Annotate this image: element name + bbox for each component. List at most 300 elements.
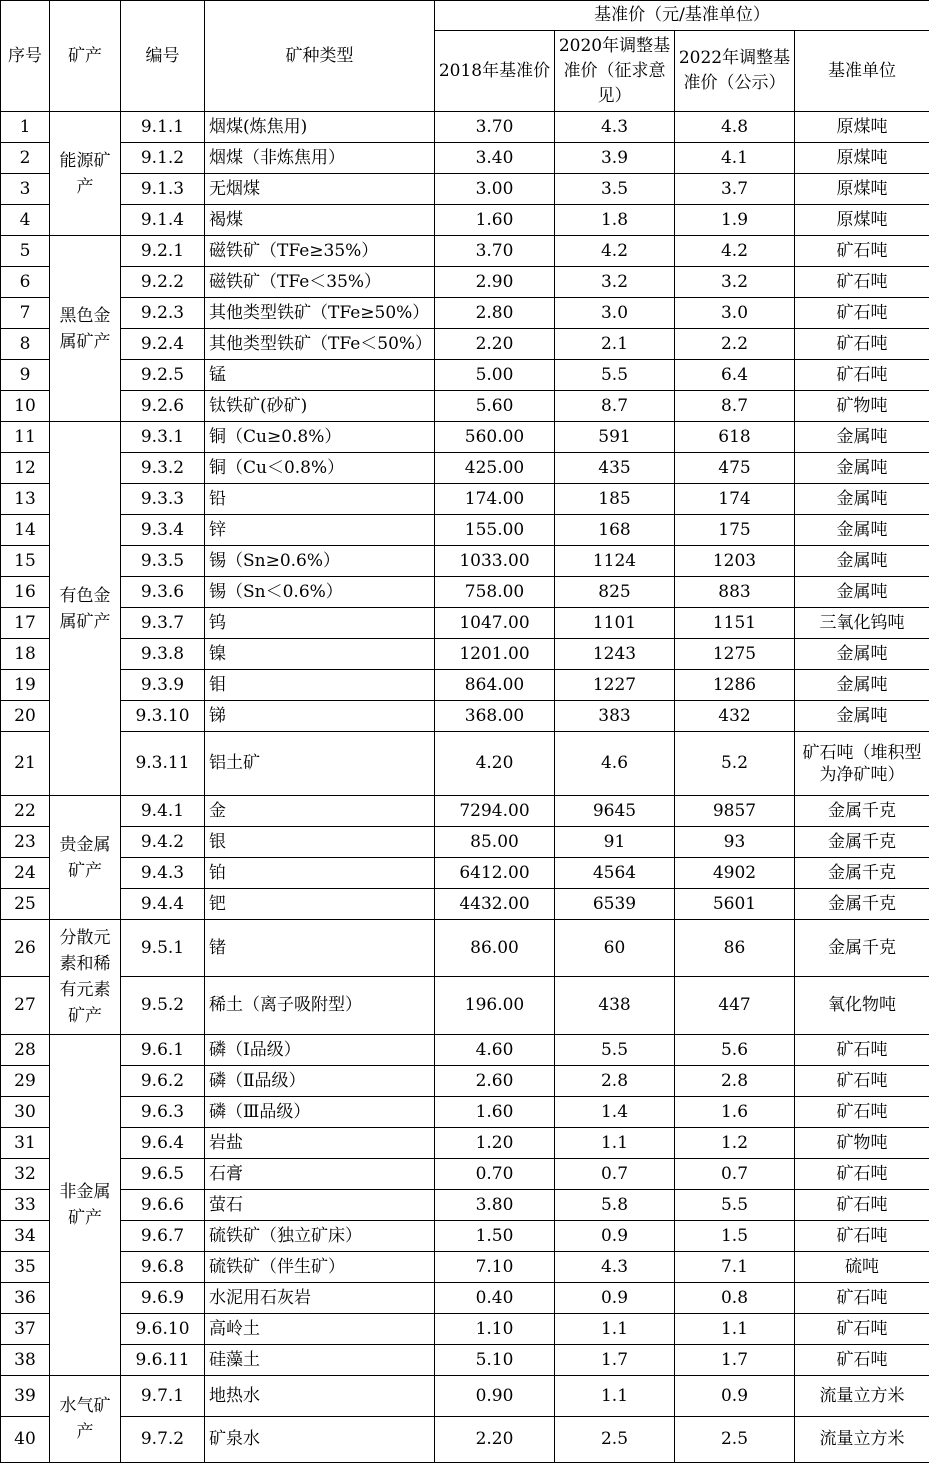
cell-unit: 金属千克 bbox=[795, 889, 929, 920]
cell-price-2022: 175 bbox=[675, 515, 795, 546]
cell-price-2020: 3.2 bbox=[555, 267, 675, 298]
cell-type: 水泥用石灰岩 bbox=[205, 1283, 435, 1314]
table-row bbox=[1, 1345, 929, 1376]
cell-code: 9.2.2 bbox=[121, 267, 205, 298]
cell-category: 贵金属矿产 bbox=[50, 796, 121, 920]
cell-price-2020: 3.5 bbox=[555, 174, 675, 205]
cell-code: 9.3.11 bbox=[121, 732, 205, 796]
cell-type: 金 bbox=[205, 796, 435, 827]
cell-unit: 原煤吨 bbox=[795, 112, 929, 143]
cell-price-2022: 1286 bbox=[675, 670, 795, 701]
cell-unit: 矿石吨 bbox=[795, 1035, 929, 1066]
header-price-2022: 2022年调整基准价（公示） bbox=[675, 31, 795, 112]
header-type: 矿种类型 bbox=[205, 1, 435, 112]
table-row bbox=[1, 1417, 929, 1463]
cell-unit: 矿石吨 bbox=[795, 298, 929, 329]
cell-price-2018: 5.60 bbox=[435, 391, 555, 422]
cell-price-2022: 93 bbox=[675, 827, 795, 858]
table-row bbox=[1, 112, 929, 143]
cell-type: 其他类型铁矿（TFe＜50%） bbox=[205, 329, 435, 360]
cell-type: 锗 bbox=[205, 920, 435, 977]
cell-seq: 16 bbox=[1, 577, 50, 608]
cell-unit: 矿石吨 bbox=[795, 267, 929, 298]
cell-price-2018: 0.70 bbox=[435, 1159, 555, 1190]
cell-code: 9.4.2 bbox=[121, 827, 205, 858]
cell-type: 磷（Ⅰ品级） bbox=[205, 1035, 435, 1066]
cell-price-2020: 1.1 bbox=[555, 1128, 675, 1159]
cell-price-2018: 1201.00 bbox=[435, 639, 555, 670]
cell-price-2020: 383 bbox=[555, 701, 675, 732]
cell-seq: 32 bbox=[1, 1159, 50, 1190]
cell-price-2018: 2.60 bbox=[435, 1066, 555, 1097]
cell-unit: 矿石吨 bbox=[795, 1345, 929, 1376]
cell-type: 钼 bbox=[205, 670, 435, 701]
cell-price-2022: 1275 bbox=[675, 639, 795, 670]
cell-price-2018: 196.00 bbox=[435, 977, 555, 1035]
cell-seq: 37 bbox=[1, 1314, 50, 1345]
cell-price-2018: 2.90 bbox=[435, 267, 555, 298]
cell-type: 岩盐 bbox=[205, 1128, 435, 1159]
cell-price-2018: 7.10 bbox=[435, 1252, 555, 1283]
cell-type: 磷（Ⅲ品级） bbox=[205, 1097, 435, 1128]
cell-price-2018: 3.80 bbox=[435, 1190, 555, 1221]
cell-code: 9.3.3 bbox=[121, 484, 205, 515]
cell-code: 9.7.1 bbox=[121, 1376, 205, 1417]
cell-seq: 36 bbox=[1, 1283, 50, 1314]
cell-price-2022: 1.1 bbox=[675, 1314, 795, 1345]
cell-price-2022: 475 bbox=[675, 453, 795, 484]
cell-price-2018: 6412.00 bbox=[435, 858, 555, 889]
cell-code: 9.3.10 bbox=[121, 701, 205, 732]
cell-price-2022: 2.2 bbox=[675, 329, 795, 360]
cell-code: 9.6.2 bbox=[121, 1066, 205, 1097]
table-row bbox=[1, 977, 929, 1035]
cell-price-2020: 1124 bbox=[555, 546, 675, 577]
cell-code: 9.4.4 bbox=[121, 889, 205, 920]
cell-price-2018: 2.20 bbox=[435, 329, 555, 360]
cell-category: 分散元素和稀有元素矿产 bbox=[50, 920, 121, 1035]
cell-seq: 15 bbox=[1, 546, 50, 577]
header-price-2018: 2018年基准价 bbox=[435, 31, 555, 112]
cell-unit: 矿石吨（堆积型为净矿吨） bbox=[795, 732, 929, 796]
cell-unit: 金属吨 bbox=[795, 639, 929, 670]
cell-price-2022: 5.5 bbox=[675, 1190, 795, 1221]
cell-seq: 11 bbox=[1, 422, 50, 453]
cell-seq: 14 bbox=[1, 515, 50, 546]
cell-price-2020: 4.2 bbox=[555, 236, 675, 267]
cell-price-2020: 6539 bbox=[555, 889, 675, 920]
cell-price-2022: 432 bbox=[675, 701, 795, 732]
cell-code: 9.1.1 bbox=[121, 112, 205, 143]
cell-type: 硫铁矿（独立矿床） bbox=[205, 1221, 435, 1252]
cell-unit: 矿物吨 bbox=[795, 391, 929, 422]
cell-code: 9.3.6 bbox=[121, 577, 205, 608]
header-unit: 基准单位 bbox=[795, 31, 929, 112]
cell-price-2020: 1.1 bbox=[555, 1376, 675, 1417]
cell-seq: 2 bbox=[1, 143, 50, 174]
cell-price-2018: 1047.00 bbox=[435, 608, 555, 639]
cell-unit: 金属吨 bbox=[795, 484, 929, 515]
cell-price-2020: 438 bbox=[555, 977, 675, 1035]
cell-seq: 21 bbox=[1, 732, 50, 796]
cell-price-2020: 2.8 bbox=[555, 1066, 675, 1097]
cell-price-2022: 883 bbox=[675, 577, 795, 608]
cell-type: 高岭土 bbox=[205, 1314, 435, 1345]
cell-price-2022: 2.8 bbox=[675, 1066, 795, 1097]
cell-price-2022: 7.1 bbox=[675, 1252, 795, 1283]
cell-type: 磁铁矿（TFe＜35%） bbox=[205, 267, 435, 298]
cell-price-2018: 1.60 bbox=[435, 205, 555, 236]
cell-type: 硅藻土 bbox=[205, 1345, 435, 1376]
cell-code: 9.4.3 bbox=[121, 858, 205, 889]
table-row bbox=[1, 484, 929, 515]
cell-price-2018: 560.00 bbox=[435, 422, 555, 453]
table-row bbox=[1, 143, 929, 174]
cell-unit: 矿石吨 bbox=[795, 1314, 929, 1345]
cell-unit: 矿石吨 bbox=[795, 1190, 929, 1221]
table-row bbox=[1, 796, 929, 827]
cell-seq: 40 bbox=[1, 1417, 50, 1463]
cell-price-2020: 0.9 bbox=[555, 1283, 675, 1314]
table-row bbox=[1, 1314, 929, 1345]
cell-unit: 矿石吨 bbox=[795, 1066, 929, 1097]
cell-seq: 31 bbox=[1, 1128, 50, 1159]
cell-price-2020: 2.1 bbox=[555, 329, 675, 360]
table-row bbox=[1, 1221, 929, 1252]
cell-price-2020: 0.7 bbox=[555, 1159, 675, 1190]
cell-unit: 原煤吨 bbox=[795, 174, 929, 205]
cell-price-2022: 174 bbox=[675, 484, 795, 515]
table-row bbox=[1, 1159, 929, 1190]
table-row bbox=[1, 1066, 929, 1097]
cell-code: 9.6.3 bbox=[121, 1097, 205, 1128]
table-row bbox=[1, 608, 929, 639]
cell-type: 烟煤（非炼焦用） bbox=[205, 143, 435, 174]
cell-code: 9.3.2 bbox=[121, 453, 205, 484]
cell-price-2020: 1101 bbox=[555, 608, 675, 639]
cell-seq: 3 bbox=[1, 174, 50, 205]
cell-price-2020: 3.9 bbox=[555, 143, 675, 174]
cell-code: 9.2.5 bbox=[121, 360, 205, 391]
cell-price-2018: 0.40 bbox=[435, 1283, 555, 1314]
cell-category: 能源矿产 bbox=[50, 112, 121, 236]
cell-price-2022: 5.2 bbox=[675, 732, 795, 796]
cell-type: 石膏 bbox=[205, 1159, 435, 1190]
table-row bbox=[1, 858, 929, 889]
cell-unit: 矿石吨 bbox=[795, 360, 929, 391]
table-row bbox=[1, 546, 929, 577]
cell-unit: 金属吨 bbox=[795, 701, 929, 732]
table-row bbox=[1, 236, 929, 267]
cell-unit: 原煤吨 bbox=[795, 205, 929, 236]
header-price-2020: 2020年调整基准价（征求意见） bbox=[555, 31, 675, 112]
cell-price-2022: 3.0 bbox=[675, 298, 795, 329]
cell-price-2018: 1.20 bbox=[435, 1128, 555, 1159]
cell-price-2020: 1.1 bbox=[555, 1314, 675, 1345]
table-row bbox=[1, 391, 929, 422]
cell-price-2018: 1.60 bbox=[435, 1097, 555, 1128]
cell-price-2020: 435 bbox=[555, 453, 675, 484]
cell-price-2020: 185 bbox=[555, 484, 675, 515]
cell-seq: 34 bbox=[1, 1221, 50, 1252]
table-row bbox=[1, 1283, 929, 1314]
cell-price-2020: 1.8 bbox=[555, 205, 675, 236]
cell-price-2018: 4432.00 bbox=[435, 889, 555, 920]
cell-unit: 矿石吨 bbox=[795, 1159, 929, 1190]
cell-price-2018: 3.00 bbox=[435, 174, 555, 205]
cell-type: 其他类型铁矿（TFe≥50%） bbox=[205, 298, 435, 329]
cell-price-2020: 5.5 bbox=[555, 360, 675, 391]
cell-seq: 1 bbox=[1, 112, 50, 143]
cell-type: 褐煤 bbox=[205, 205, 435, 236]
cell-unit: 硫吨 bbox=[795, 1252, 929, 1283]
table-row bbox=[1, 1190, 929, 1221]
cell-type: 银 bbox=[205, 827, 435, 858]
cell-price-2022: 1151 bbox=[675, 608, 795, 639]
cell-price-2020: 2.5 bbox=[555, 1417, 675, 1463]
cell-unit: 金属吨 bbox=[795, 453, 929, 484]
cell-seq: 8 bbox=[1, 329, 50, 360]
cell-unit: 矿石吨 bbox=[795, 236, 929, 267]
cell-category: 非金属矿产 bbox=[50, 1035, 121, 1376]
cell-type: 萤石 bbox=[205, 1190, 435, 1221]
cell-price-2018: 1033.00 bbox=[435, 546, 555, 577]
table-row bbox=[1, 1035, 929, 1066]
cell-type: 锌 bbox=[205, 515, 435, 546]
cell-type: 铜（Cu≥0.8%） bbox=[205, 422, 435, 453]
cell-unit: 金属千克 bbox=[795, 827, 929, 858]
cell-seq: 27 bbox=[1, 977, 50, 1035]
cell-price-2022: 0.8 bbox=[675, 1283, 795, 1314]
cell-price-2022: 3.2 bbox=[675, 267, 795, 298]
cell-code: 9.5.2 bbox=[121, 977, 205, 1035]
cell-code: 9.3.9 bbox=[121, 670, 205, 701]
table-row bbox=[1, 670, 929, 701]
cell-price-2022: 618 bbox=[675, 422, 795, 453]
cell-code: 9.6.6 bbox=[121, 1190, 205, 1221]
cell-price-2018: 1.10 bbox=[435, 1314, 555, 1345]
cell-type: 稀土（离子吸附型） bbox=[205, 977, 435, 1035]
cell-code: 9.6.4 bbox=[121, 1128, 205, 1159]
cell-code: 9.6.7 bbox=[121, 1221, 205, 1252]
cell-unit: 流量立方米 bbox=[795, 1376, 929, 1417]
cell-price-2022: 447 bbox=[675, 977, 795, 1035]
cell-seq: 39 bbox=[1, 1376, 50, 1417]
cell-code: 9.6.1 bbox=[121, 1035, 205, 1066]
cell-price-2020: 5.5 bbox=[555, 1035, 675, 1066]
header-category: 矿产 bbox=[50, 1, 121, 112]
cell-price-2022: 0.9 bbox=[675, 1376, 795, 1417]
cell-price-2018: 4.20 bbox=[435, 732, 555, 796]
cell-price-2020: 91 bbox=[555, 827, 675, 858]
cell-price-2020: 9645 bbox=[555, 796, 675, 827]
cell-price-2018: 758.00 bbox=[435, 577, 555, 608]
cell-type: 铝土矿 bbox=[205, 732, 435, 796]
cell-category: 有色金属矿产 bbox=[50, 422, 121, 796]
cell-seq: 38 bbox=[1, 1345, 50, 1376]
cell-code: 9.3.7 bbox=[121, 608, 205, 639]
cell-type: 镍 bbox=[205, 639, 435, 670]
cell-type: 锰 bbox=[205, 360, 435, 391]
cell-price-2022: 8.7 bbox=[675, 391, 795, 422]
cell-seq: 6 bbox=[1, 267, 50, 298]
table-body bbox=[1, 112, 929, 1463]
cell-seq: 19 bbox=[1, 670, 50, 701]
cell-price-2018: 85.00 bbox=[435, 827, 555, 858]
cell-price-2018: 4.60 bbox=[435, 1035, 555, 1066]
cell-type: 磁铁矿（TFe≥35%） bbox=[205, 236, 435, 267]
cell-price-2022: 4902 bbox=[675, 858, 795, 889]
cell-price-2018: 864.00 bbox=[435, 670, 555, 701]
cell-code: 9.3.5 bbox=[121, 546, 205, 577]
cell-seq: 17 bbox=[1, 608, 50, 639]
cell-price-2020: 4.3 bbox=[555, 1252, 675, 1283]
cell-code: 9.6.5 bbox=[121, 1159, 205, 1190]
cell-price-2022: 1203 bbox=[675, 546, 795, 577]
cell-price-2020: 1.7 bbox=[555, 1345, 675, 1376]
cell-price-2020: 3.0 bbox=[555, 298, 675, 329]
cell-code: 9.6.9 bbox=[121, 1283, 205, 1314]
cell-seq: 7 bbox=[1, 298, 50, 329]
cell-type: 锑 bbox=[205, 701, 435, 732]
cell-price-2022: 1.9 bbox=[675, 205, 795, 236]
cell-unit: 矿石吨 bbox=[795, 1221, 929, 1252]
cell-price-2022: 4.2 bbox=[675, 236, 795, 267]
cell-seq: 33 bbox=[1, 1190, 50, 1221]
cell-price-2022: 1.6 bbox=[675, 1097, 795, 1128]
header-code: 编号 bbox=[121, 1, 205, 112]
cell-price-2020: 0.9 bbox=[555, 1221, 675, 1252]
cell-type: 硫铁矿（伴生矿） bbox=[205, 1252, 435, 1283]
table-row bbox=[1, 920, 929, 977]
cell-code: 9.3.4 bbox=[121, 515, 205, 546]
cell-code: 9.4.1 bbox=[121, 796, 205, 827]
table-row bbox=[1, 205, 929, 236]
cell-price-2022: 3.7 bbox=[675, 174, 795, 205]
cell-code: 9.1.2 bbox=[121, 143, 205, 174]
cell-price-2018: 86.00 bbox=[435, 920, 555, 977]
cell-code: 9.1.3 bbox=[121, 174, 205, 205]
cell-price-2022: 6.4 bbox=[675, 360, 795, 391]
table-row bbox=[1, 639, 929, 670]
cell-price-2022: 0.7 bbox=[675, 1159, 795, 1190]
table-row bbox=[1, 174, 929, 205]
cell-price-2022: 5.6 bbox=[675, 1035, 795, 1066]
cell-price-2020: 1.4 bbox=[555, 1097, 675, 1128]
cell-category: 水气矿产 bbox=[50, 1376, 121, 1463]
cell-price-2020: 1243 bbox=[555, 639, 675, 670]
cell-unit: 金属吨 bbox=[795, 546, 929, 577]
cell-price-2018: 5.00 bbox=[435, 360, 555, 391]
cell-unit: 原煤吨 bbox=[795, 143, 929, 174]
cell-price-2022: 9857 bbox=[675, 796, 795, 827]
cell-seq: 25 bbox=[1, 889, 50, 920]
cell-unit: 金属吨 bbox=[795, 515, 929, 546]
cell-price-2022: 5601 bbox=[675, 889, 795, 920]
cell-price-2020: 60 bbox=[555, 920, 675, 977]
cell-code: 9.2.3 bbox=[121, 298, 205, 329]
cell-seq: 12 bbox=[1, 453, 50, 484]
cell-type: 钨 bbox=[205, 608, 435, 639]
cell-price-2020: 4564 bbox=[555, 858, 675, 889]
cell-code: 9.3.8 bbox=[121, 639, 205, 670]
table-row bbox=[1, 329, 929, 360]
cell-seq: 22 bbox=[1, 796, 50, 827]
cell-type: 磷（Ⅱ品级） bbox=[205, 1066, 435, 1097]
cell-unit: 金属吨 bbox=[795, 577, 929, 608]
cell-type: 钯 bbox=[205, 889, 435, 920]
cell-code: 9.2.6 bbox=[121, 391, 205, 422]
cell-price-2018: 3.70 bbox=[435, 112, 555, 143]
table-row bbox=[1, 422, 929, 453]
table-row bbox=[1, 453, 929, 484]
header-seq: 序号 bbox=[1, 1, 50, 112]
cell-type: 矿泉水 bbox=[205, 1417, 435, 1463]
cell-category: 黑色金属矿产 bbox=[50, 236, 121, 422]
table-row bbox=[1, 1376, 929, 1417]
cell-seq: 24 bbox=[1, 858, 50, 889]
cell-seq: 30 bbox=[1, 1097, 50, 1128]
cell-seq: 9 bbox=[1, 360, 50, 391]
cell-price-2018: 174.00 bbox=[435, 484, 555, 515]
cell-price-2018: 155.00 bbox=[435, 515, 555, 546]
cell-unit: 金属吨 bbox=[795, 422, 929, 453]
cell-seq: 29 bbox=[1, 1066, 50, 1097]
cell-price-2022: 86 bbox=[675, 920, 795, 977]
cell-type: 铂 bbox=[205, 858, 435, 889]
cell-unit: 矿物吨 bbox=[795, 1128, 929, 1159]
cell-price-2018: 5.10 bbox=[435, 1345, 555, 1376]
cell-price-2018: 368.00 bbox=[435, 701, 555, 732]
cell-seq: 5 bbox=[1, 236, 50, 267]
table-row bbox=[1, 360, 929, 391]
cell-price-2022: 4.1 bbox=[675, 143, 795, 174]
table-row bbox=[1, 1252, 929, 1283]
cell-seq: 26 bbox=[1, 920, 50, 977]
cell-unit: 氧化物吨 bbox=[795, 977, 929, 1035]
cell-code: 9.5.1 bbox=[121, 920, 205, 977]
cell-code: 9.6.11 bbox=[121, 1345, 205, 1376]
cell-code: 9.2.1 bbox=[121, 236, 205, 267]
cell-price-2018: 1.50 bbox=[435, 1221, 555, 1252]
table-row bbox=[1, 577, 929, 608]
table-row bbox=[1, 1097, 929, 1128]
cell-code: 9.7.2 bbox=[121, 1417, 205, 1463]
cell-seq: 23 bbox=[1, 827, 50, 858]
cell-price-2020: 591 bbox=[555, 422, 675, 453]
cell-type: 锡（Sn≥0.6%） bbox=[205, 546, 435, 577]
table-row bbox=[1, 701, 929, 732]
cell-price-2020: 825 bbox=[555, 577, 675, 608]
cell-unit: 矿石吨 bbox=[795, 329, 929, 360]
cell-price-2018: 425.00 bbox=[435, 453, 555, 484]
table-row bbox=[1, 298, 929, 329]
cell-price-2020: 4.3 bbox=[555, 112, 675, 143]
cell-seq: 10 bbox=[1, 391, 50, 422]
cell-price-2022: 2.5 bbox=[675, 1417, 795, 1463]
table-row bbox=[1, 1128, 929, 1159]
cell-unit: 矿石吨 bbox=[795, 1283, 929, 1314]
table-row bbox=[1, 889, 929, 920]
cell-price-2022: 4.8 bbox=[675, 112, 795, 143]
table-row bbox=[1, 732, 929, 796]
cell-price-2018: 2.20 bbox=[435, 1417, 555, 1463]
cell-seq: 13 bbox=[1, 484, 50, 515]
cell-type: 无烟煤 bbox=[205, 174, 435, 205]
cell-unit: 金属千克 bbox=[795, 796, 929, 827]
cell-type: 地热水 bbox=[205, 1376, 435, 1417]
cell-code: 9.6.10 bbox=[121, 1314, 205, 1345]
